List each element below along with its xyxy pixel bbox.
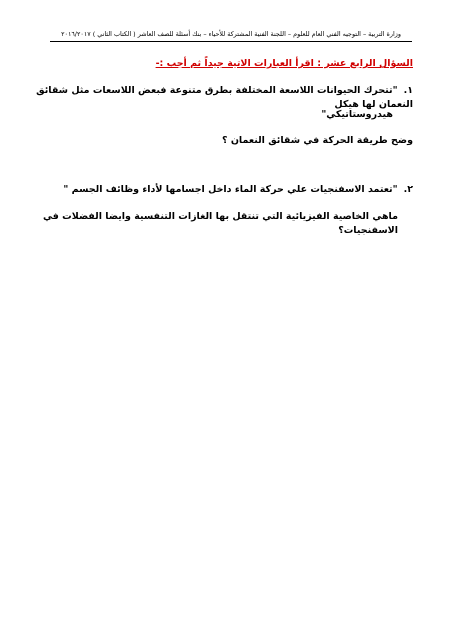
- section-title: السؤال الرابع عشر : اقرأ العبارات الاتية جيداً ثم أجب :-: [155, 58, 413, 69]
- question-2-number: ٢.: [403, 184, 413, 195]
- question-1-prompt: وضح طريقة الحركة في شقائق النعمان ؟: [222, 135, 413, 146]
- question-1-statement-line1: "تتحرك الحيوانات اللاسعة المختلفة بطرق متنوعة فبعض اللاسعات مثل شقائق النعمان لها هيكل: [36, 85, 413, 110]
- header-divider: [50, 41, 412, 42]
- question-1-statement-line2: هيدروستاتيكي": [321, 109, 393, 120]
- page-header: وزارة التربية – التوجيه الفني العام للعلوم – اللجنة الفنية المشتركة للأحياء – بنك أسئلة للصف العاشر ( الكتاب الثاني ) ٢٠١٦/٢٠١٧: [61, 30, 401, 38]
- question-2-prompt: ماهي الخاصية الفيزيائية التي تنتقل بها الغازات التنفسية وايضا الفضلات في الاسفنجيات؟: [43, 211, 398, 236]
- question-2-statement: [63, 183, 413, 197]
- question-1-number: ١.: [403, 85, 413, 96]
- question-2-statement-line1: "تعتمد الاسفنجيات علي حركة الماء داخل اجسامها لأداء وظائف الجسم ": [63, 184, 398, 195]
